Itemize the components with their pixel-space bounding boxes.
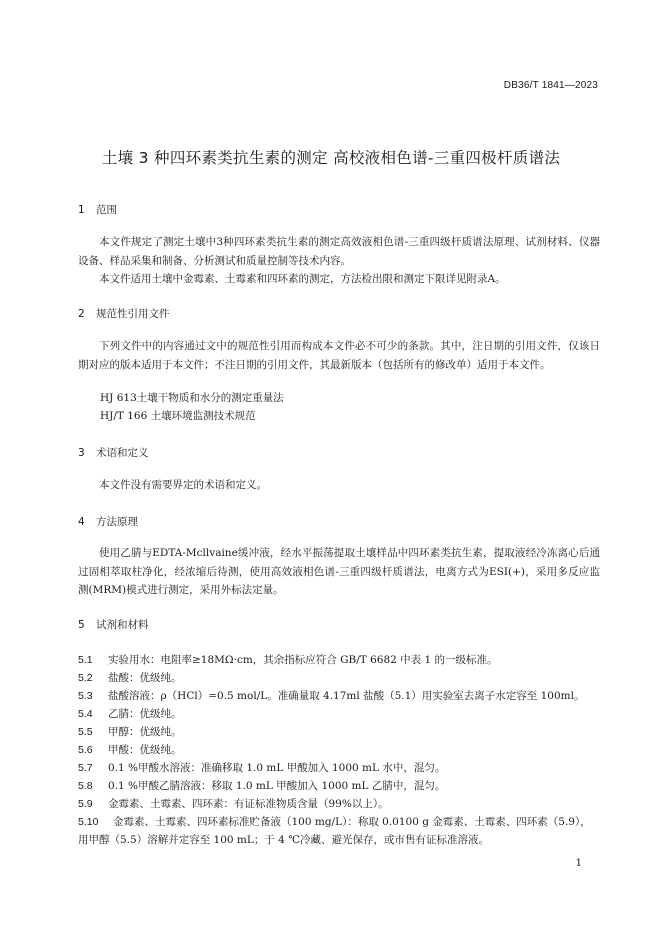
item-number: 5.5: [78, 726, 93, 738]
section-1-paragraph-2: [78, 270, 600, 289]
item-text: 0.1 %甲酸水溶液：准确移取 1.0 mL 甲酸加入 1000 mL 水中，混匀。: [108, 762, 446, 774]
item-text: 甲酸：优级纯。: [108, 744, 182, 756]
section-number: 3: [78, 447, 85, 459]
page-number: 1: [575, 858, 582, 869]
section-number: 2: [78, 308, 85, 320]
item-number: 5.3: [78, 690, 93, 702]
section-3-paragraph-1: [78, 476, 600, 495]
paragraph-text: 下列文件中的内容通过文中的规范性引用而构成本文件必不可少的条款。其中，注日期的引用文件，仅该日期对应的版本适用于本文件；不注日期的引用文件，其最新版本（包括所有的修改单）适用于本文件。: [78, 340, 600, 371]
section-number: 4: [78, 516, 85, 528]
item-text: 0.1 %甲酸乙腈溶液：移取 1.0 mL 甲酸加入 1000 mL 乙腈中，混匀。: [108, 780, 446, 792]
item-number: 5.7: [78, 762, 93, 774]
reference-item: HJ/T 166 土壤环境监测技术规范: [100, 410, 256, 422]
list-item-continuation: 用甲醇（5.5）溶解并定容至 100 mL；于 4 ℃冷藏、避光保存，或市售有证标准溶液。: [78, 834, 489, 846]
item-number: 5.9: [78, 798, 93, 810]
list-item: [78, 760, 608, 775]
item-text: 盐酸溶液：ρ（HCl）=0.5 mol/L。准确量取 4.17ml 盐酸（5.1）用实验室去离子水定容至 100ml。: [108, 690, 585, 702]
section-number: 1: [78, 204, 85, 216]
page-title: 土壤 3 种四环素类抗生素的测定 高校液相色谱-三重四极杆质谱法: [101, 149, 561, 167]
item-number: 5.10: [78, 816, 99, 828]
section-1-paragraph-1: [78, 233, 600, 270]
section-4-paragraph-1: [78, 544, 600, 600]
item-number: 5.2: [78, 672, 93, 684]
section-4-heading: [78, 514, 138, 529]
item-number: 5.6: [78, 744, 93, 756]
document-code: DB36/T 1841—2023: [503, 80, 598, 91]
item-text: 甲醇：优级纯。: [108, 726, 182, 738]
section-title: 方法原理: [96, 516, 138, 528]
paragraph-text: 本文件适用土壤中金霉素、土霉素和四环素的测定，方法检出限和测定下限详见附录A。: [99, 273, 506, 285]
paragraph-text: 本文件规定了测定土壤中3种四环素类抗生素的测定高效液相色谱-三重四级杆质谱法原理、试剂材料、仪器设备、样品采集和制备、分析测试和质量控制等技术内容。: [78, 236, 600, 267]
section-title: 范围: [96, 204, 117, 216]
paragraph-text: 使用乙腈与EDTA-Mcllvaine缓冲液，经水平振荡提取土壤样品中四环素类抗生素，提取液经冷冻离心后通过固相萃取柱净化，经浓缩后待测，使用高效液相色谱-三重四级杆质谱法，电离方式为ESI(+)，采用多反应监测(MRM)模式进行测定，采用外标法定量。: [78, 547, 600, 596]
item-text: 金霉素、土霉素、四环素标准贮备液（100 mg/L）：称取 0.0100 g 金霉素、土霉素、四环素（5.9），: [113, 816, 591, 828]
list-item: [78, 742, 608, 757]
reference-item: HJ 613土壤干物质和水分的测定重量法: [100, 392, 284, 404]
section-title: 术语和定义: [96, 447, 149, 459]
item-number: 5.1: [78, 654, 93, 666]
section-title: 试剂和材料: [96, 619, 149, 631]
paragraph-text: 本文件没有需要界定的术语和定义。: [99, 479, 267, 491]
section-1-heading: [78, 202, 117, 217]
list-item: [78, 706, 608, 721]
list-item: [78, 778, 608, 793]
section-2-paragraph-1: [78, 337, 600, 374]
list-item: [78, 796, 608, 811]
list-item: [78, 688, 608, 703]
section-2-heading: [78, 306, 170, 321]
list-item: [78, 652, 608, 667]
section-3-heading: [78, 445, 149, 460]
list-item: [78, 724, 608, 739]
item-text: 乙腈：优级纯。: [108, 708, 182, 720]
list-item: [78, 814, 608, 829]
item-text: 盐酸：优级纯。: [108, 672, 182, 684]
item-number: 5.4: [78, 708, 93, 720]
list-item: [78, 670, 608, 685]
item-text: 金霉素、土霉素、四环素：有证标准物质含量（99%以上）。: [108, 798, 389, 810]
item-number: 5.8: [78, 780, 93, 792]
section-title: 规范性引用文件: [96, 308, 170, 320]
section-number: 5: [78, 619, 85, 631]
section-5-heading: [78, 617, 149, 632]
item-text: 实验用水：电阻率≥18MΩ·cm，其余指标应符合 GB/T 6682 中表 1 的一级标准。: [108, 654, 498, 666]
